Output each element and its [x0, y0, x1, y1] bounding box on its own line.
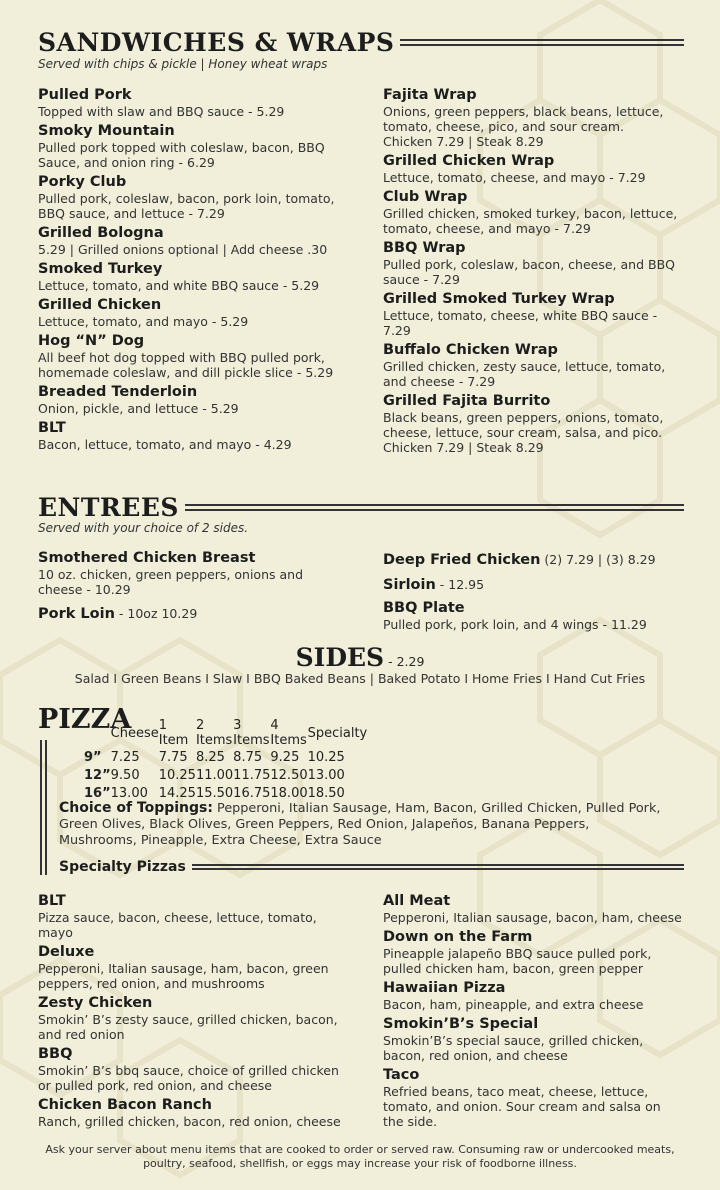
menu-item-desc: Lettuce, tomato, and white BBQ sauce - 5.29: [38, 278, 320, 293]
menu-item-desc: Pepperoni, Italian sausage, bacon, ham, cheese: [383, 910, 682, 925]
specialty-pizzas-title: Specialty Pizzas: [59, 859, 186, 875]
menu-item: [38, 892, 343, 940]
pizza-price: 10.25: [307, 749, 345, 765]
entree-name: BBQ Plate: [383, 600, 465, 616]
entrees-left-column: [38, 549, 343, 623]
pizza-size: 16”: [84, 785, 111, 801]
menu-item: [38, 1096, 343, 1129]
menu-item-name: Hog “N” Dog: [38, 333, 145, 349]
menu-item-name: All Meat: [383, 893, 451, 909]
menu-item: [383, 928, 683, 976]
menu-item-name: Grilled Chicken Wrap: [383, 153, 555, 169]
entree-item: [383, 574, 683, 594]
menu-item: [38, 994, 343, 1042]
menu-item-name: BBQ: [38, 1046, 73, 1062]
menu-item-desc: Grilled chicken, smoked turkey, bacon, lettuce, tomato, cheese, and mayo - 7.29: [383, 206, 678, 236]
pizza-price-table: [38, 718, 367, 802]
pizza-col-header: 3 Items: [233, 718, 270, 748]
menu-item-name: Taco: [383, 1067, 420, 1083]
menu-item-name: Smokin’B’s Special: [383, 1016, 539, 1032]
menu-item-desc: Smokin’ B’s zesty sauce, grilled chicken, bacon, and red onion: [38, 1012, 338, 1042]
menu-item: [38, 943, 343, 991]
pizza-price: 16.75: [233, 785, 271, 801]
sides-price: - 2.29: [384, 654, 425, 669]
menu-item-desc: Chicken 7.29 | Steak 8.29: [383, 134, 544, 149]
sandwiches-left-column: [38, 86, 343, 452]
entree-desc: Pulled pork, pork loin, and 4 wings - 11.29: [383, 617, 647, 632]
menu-item-name: Deluxe: [38, 944, 95, 960]
menu-item-name: Pulled Pork: [38, 87, 132, 103]
heading-rule: [400, 39, 684, 46]
menu-item: [383, 290, 683, 338]
pizza-price: 7.25: [110, 749, 140, 765]
menu-item: [38, 419, 343, 452]
specialty-right-column: [383, 892, 683, 1129]
menu-item: [38, 173, 343, 221]
menu-item-name: Porky Club: [38, 174, 127, 190]
menu-item: [38, 122, 343, 170]
menu-item-desc: Bacon, ham, pineapple, and extra cheese: [383, 997, 644, 1012]
menu-item-name: Grilled Smoked Turkey Wrap: [383, 291, 615, 307]
pizza-col-header: 2 Items: [195, 718, 233, 748]
pizza-price: 10.25: [158, 767, 196, 783]
menu-item: [383, 152, 683, 185]
menu-item-desc: Pulled pork, coleslaw, bacon, cheese, and BBQ sauce - 7.29: [383, 257, 675, 287]
menu-item: [383, 1015, 683, 1063]
menu-item-desc: Chicken 7.29 | Steak 8.29: [383, 440, 544, 455]
pizza-price: 11.00: [195, 767, 234, 783]
menu-item-desc: Lettuce, tomato, cheese, and mayo - 7.29: [383, 170, 646, 185]
menu-item: [383, 239, 683, 287]
menu-item: [383, 86, 683, 149]
pizza-col-header: 1 Item: [158, 718, 189, 748]
menu-item-desc: Onion, pickle, and lettuce - 5.29: [38, 401, 239, 416]
entree-item: [383, 549, 683, 569]
entrees-right-column: [383, 549, 683, 632]
toppings-label: Choice of Toppings:: [59, 800, 213, 816]
menu-item-desc: Pulled pork, coleslaw, bacon, pork loin, tomato, BBQ sauce, and lettuce - 7.29: [38, 191, 335, 221]
menu-item-name: Hawaiian Pizza: [383, 980, 506, 996]
menu-item-desc: Grilled chicken, zesty sauce, lettuce, tomato, and cheese - 7.29: [383, 359, 666, 389]
sandwiches-heading: [38, 28, 684, 57]
heading-rule: [192, 864, 684, 870]
menu-item-name: BBQ Wrap: [383, 240, 466, 256]
menu-item-desc: Pepperoni, Italian sausage, ham, bacon, green peppers, red onion, and mushrooms: [38, 961, 329, 991]
menu-item-name: Grilled Fajita Burrito: [383, 393, 551, 409]
foodborne-illness-disclaimer: Ask your server about menu items that are cooked to order or served raw. Consuming raw or undercooked meats, poultry, seafood, shellfish, or eggs may increase your risk of foodborne illness.: [45, 1143, 675, 1170]
menu-item-desc: Bacon, lettuce, tomato, and mayo - 4.29: [38, 437, 292, 452]
entree-name: Deep Fried Chicken: [383, 552, 541, 568]
menu-item-desc: Topped with slaw and BBQ sauce - 5.29: [38, 104, 285, 119]
entree-price: - 10oz 10.29: [114, 606, 198, 621]
pizza-toppings: [59, 800, 671, 849]
pizza-header-row: [38, 718, 367, 748]
menu-item: [383, 392, 683, 455]
menu-item-desc: Onions, green peppers, black beans, lettuce, tomato, cheese, pico, and sour cream.: [383, 104, 664, 134]
menu-item-desc: Lettuce, tomato, cheese, white BBQ sauce - 7.29: [383, 308, 658, 338]
menu-item-name: Grilled Chicken: [38, 297, 162, 313]
menu-item: [38, 383, 343, 416]
menu-item-desc: Smokin’ B’s bbq sauce, choice of grilled chicken or pulled pork, red onion, and cheese: [38, 1063, 339, 1093]
pizza-price: 18.00: [270, 785, 308, 801]
pizza-size: 12”: [84, 767, 111, 783]
entree-price: (2) 7.29 | (3) 8.29: [540, 552, 656, 567]
pizza-col-header: Cheese: [110, 725, 159, 741]
sides-title: SIDES: [295, 643, 385, 672]
menu-item-name: Fajita Wrap: [383, 87, 477, 103]
menu-item-name: Buffalo Chicken Wrap: [383, 342, 558, 358]
entree-name: Pork Loin: [38, 606, 115, 622]
menu-item-name: Smoky Mountain: [38, 123, 175, 139]
menu-item-desc: 5.29 | Grilled onions optional | Add cheese .30: [38, 242, 328, 257]
menu-item-name: BLT: [38, 420, 66, 436]
menu-item-name: Chicken Bacon Ranch: [38, 1097, 212, 1113]
menu-item-desc: Pulled pork topped with coleslaw, bacon, BBQ Sauce, and onion ring - 6.29: [38, 140, 325, 170]
pizza-price: 14.25: [158, 785, 196, 801]
sandwiches-title: SANDWICHES & WRAPS: [38, 28, 395, 57]
menu-item: [383, 979, 683, 1012]
menu-item: [38, 1045, 343, 1093]
pizza-price: 11.75: [233, 767, 271, 783]
menu-item-name: Down on the Farm: [383, 929, 533, 945]
pizza-price: 13.00: [110, 785, 148, 801]
pizza-price: 8.25: [195, 749, 225, 765]
entree-item: [38, 603, 343, 623]
menu-item: [38, 260, 343, 293]
entrees-subtitle: Served with your choice of 2 sides.: [38, 521, 249, 535]
pizza-price: 15.50: [195, 785, 234, 801]
menu-item: [383, 341, 683, 389]
menu-item: [383, 892, 683, 925]
menu-item-name: Breaded Tenderloin: [38, 384, 198, 400]
sandwiches-right-column: [383, 86, 683, 455]
menu-item-desc: Refried beans, taco meat, cheese, lettuce, tomato, and onion. Sour cream and salsa on the side.: [383, 1084, 661, 1129]
entree-name: Sirloin: [383, 577, 436, 593]
pizza-col-header: Specialty: [307, 725, 368, 741]
toppings-list: Pepperoni, Italian Sausage, Ham, Bacon, Grilled Chicken, Pulled Pork, Green Olives, Black Olives, Green Peppers, Red Onion, Jalapeños, Banana Peppers, Mushrooms, Pineapple, Extra Cheese, Extra Sauce: [59, 801, 661, 848]
sides-list: Salad I Green Beans I Slaw I BBQ Baked Beans | Baked Potato I Home Fries I Hand Cut Fries: [74, 671, 646, 686]
pizza-price: 7.75: [158, 749, 188, 765]
menu-item-desc: Ranch, grilled chicken, bacon, red onion, cheese: [38, 1114, 341, 1129]
menu-item-name: Zesty Chicken: [38, 995, 153, 1011]
pizza-price: 13.00: [307, 767, 345, 783]
menu-item-name: Grilled Bologna: [38, 225, 164, 241]
menu-item-name: BLT: [38, 893, 66, 909]
menu-item-desc: Smokin’B’s special sauce, grilled chicken, bacon, red onion, and cheese: [383, 1033, 644, 1063]
pizza-title: PIZZA: [38, 704, 132, 735]
pizza-price: 18.50: [307, 785, 345, 801]
pizza-row: [38, 766, 367, 784]
menu-item: [38, 332, 343, 380]
pizza-price: 12.50: [270, 767, 308, 783]
entree-item: [383, 599, 683, 632]
menu-item: [383, 1066, 683, 1129]
pizza-col-header: 4 Items: [270, 718, 307, 748]
sides-heading: [0, 643, 720, 672]
entrees-heading: [38, 493, 684, 522]
menu-item: [38, 224, 343, 257]
entree-desc: 10 oz. chicken, green peppers, onions and cheese - 10.29: [38, 567, 304, 597]
entree-item: [38, 549, 343, 597]
menu-item-desc: Pizza sauce, bacon, cheese, lettuce, tomato, mayo: [38, 910, 317, 940]
menu-item-name: Club Wrap: [383, 189, 468, 205]
menu-item-desc: Pineapple jalapeño BBQ sauce pulled pork, pulled chicken ham, bacon, green pepper: [383, 946, 652, 976]
specialty-pizzas-heading: [59, 859, 684, 875]
pizza-row: [38, 748, 367, 766]
sandwiches-subtitle: Served with chips & pickle | Honey wheat wraps: [38, 57, 328, 71]
pizza-price: 9.25: [270, 749, 300, 765]
entree-name: Smothered Chicken Breast: [38, 550, 256, 566]
heading-rule: [185, 504, 684, 511]
menu-item-desc: All beef hot dog topped with BBQ pulled pork, homemade coleslaw, and dill pickle slice - 5.29: [38, 350, 334, 380]
pizza-size: 9”: [84, 749, 102, 765]
menu-item-name: Smoked Turkey: [38, 261, 163, 277]
menu-item-desc: Black beans, green peppers, onions, tomato, cheese, lettuce, sour cream, salsa, and pico.: [383, 410, 664, 440]
specialty-left-column: [38, 892, 343, 1129]
menu-item-desc: Lettuce, tomato, and mayo - 5.29: [38, 314, 249, 329]
menu-item: [383, 188, 683, 236]
pizza-price: 9.50: [110, 767, 140, 783]
entrees-title: ENTREES: [38, 493, 179, 522]
pizza-price: 8.75: [233, 749, 263, 765]
menu-item: [38, 296, 343, 329]
entree-price: - 12.95: [435, 577, 485, 592]
menu-item: [38, 86, 343, 119]
